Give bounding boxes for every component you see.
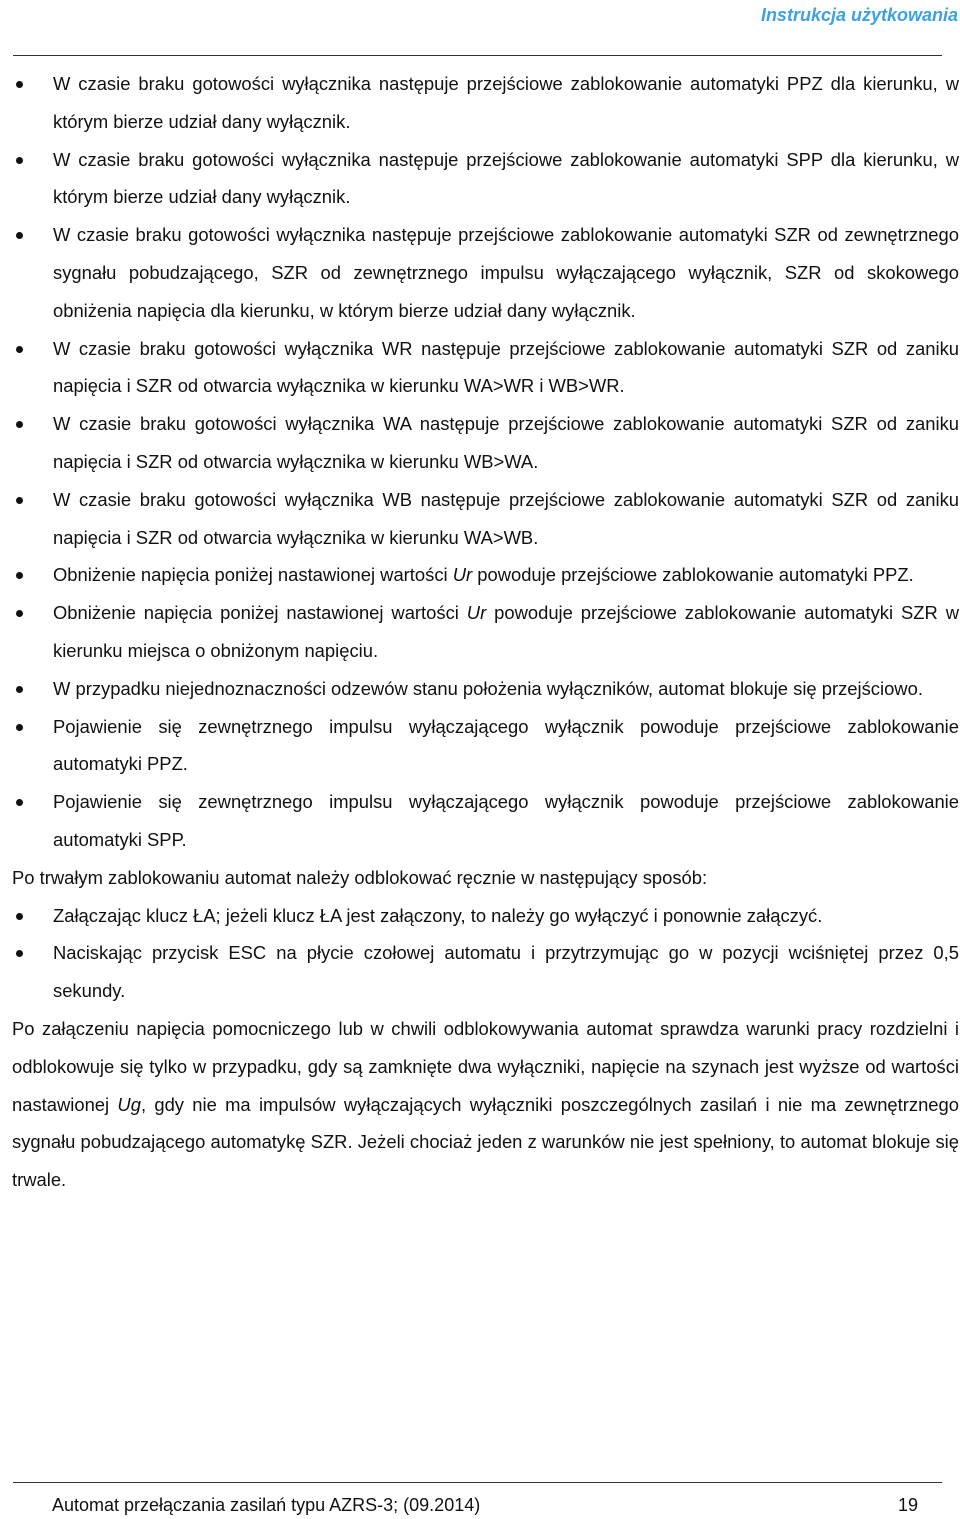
symbol-ug: Ug <box>117 1093 141 1115</box>
list-item <box>12 594 959 670</box>
running-header-title: Instrukcja użytkowania <box>760 5 958 25</box>
text-run: Obniżenie napięcia poniżej nastawionej wartości <box>53 564 453 586</box>
footer-document-title: Automat przełączania zasilań typu AZRS-3; (09.2014) <box>52 1495 481 1515</box>
list-item: W czasie braku gotowości wyłącznika WR następuje przejściowe zablokowanie automatyki SZR od zaniku napięcia i SZR od otwarcia wyłącznika w kierunku WA>WR i WB>WR. <box>12 330 959 406</box>
symbol-ur: Ur <box>466 602 487 624</box>
list-item: W czasie braku gotowości wyłącznika następuje przejściowe zablokowanie automatyki SPP dla kierunku, w którym bierze udział dany wyłącznik. <box>12 141 959 217</box>
text-run: , gdy nie ma impulsów wyłączających wyłączniki poszczególnych zasilań i nie ma zewnętrznego sygnału pobudzającego automatykę SZR. Jeżeli chociaż jeden z warunków nie jest spełniony, to automat blokuje się trwale. <box>12 1093 959 1191</box>
page-body <box>12 65 959 1199</box>
list-item <box>12 556 959 594</box>
symbol-ur: Ur <box>452 564 473 586</box>
page-number: 19 <box>898 1495 919 1515</box>
text-run: Obniżenie napięcia poniżej nastawionej wartości <box>53 602 467 624</box>
unlock-intro-paragraph: Po trwałym zablokowaniu automat należy odblokować ręcznie w następujący sposób: <box>12 866 708 888</box>
list-item: W czasie braku gotowości wyłącznika WA następuje przejściowe zablokowanie automatyki SZR od zaniku napięcia i SZR od otwarcia wyłącznika w kierunku WB>WA. <box>12 405 959 481</box>
list-item: W czasie braku gotowości wyłącznika następuje przejściowe zablokowanie automatyki SZR od zewnętrznego sygnału pobudzającego, SZR od zewnętrznego impulsu wyłączającego wyłącznik, SZR od skokowego obniżenia napięcia dla kierunku, w którym bierze udział dany wyłącznik. <box>12 216 959 329</box>
list-item: Załączając klucz ŁA; jeżeli klucz ŁA jest załączony, to należy go wyłączyć i ponownie załączyć. <box>12 897 959 935</box>
text-run: Po załączeniu napięcia pomocniczego lub w chwili odblokowywania automat sprawdza warunki pracy rozdzielni i odblokowuje się tylko w przypadku, gdy są zamknięte dwa wyłączniki, napięcie na szynach jest wyższe od wartości nastawionej <box>12 1017 959 1115</box>
list-item: W przypadku niejednoznaczności odzewów stanu położenia wyłączników, automat blokuje się przejściowo. <box>12 670 959 708</box>
list-item: W czasie braku gotowości wyłącznika następuje przejściowe zablokowanie automatyki PPZ dla kierunku, w którym bierze udział dany wyłącznik. <box>12 65 959 141</box>
header-divider <box>13 55 942 56</box>
unlock-methods-list <box>12 897 959 1010</box>
list-item: W czasie braku gotowości wyłącznika WB następuje przejściowe zablokowanie automatyki SZR od zaniku napięcia i SZR od otwarcia wyłącznika w kierunku WA>WB. <box>12 481 959 557</box>
list-item: Pojawienie się zewnętrznego impulsu wyłączającego wyłącznik powoduje przejściowe zablokowanie automatyki PPZ. <box>12 708 959 784</box>
list-item: Pojawienie się zewnętrznego impulsu wyłączającego wyłącznik powoduje przejściowe zablokowanie automatyki SPP. <box>12 783 959 859</box>
list-item: Naciskając przycisk ESC na płycie czołowej automatu i przytrzymując go w pozycji wciśniętej przez 0,5 sekundy. <box>12 934 959 1010</box>
lockout-conditions-list <box>12 65 959 859</box>
text-run: powoduje przejściowe zablokowanie automatyki PPZ. <box>472 564 914 586</box>
footer-divider <box>13 1482 942 1483</box>
power-on-check-paragraph <box>12 1010 959 1199</box>
text-run: powoduje przejściowe zablokowanie automatyki SZR w kierunku miejsca o obniżonym napięciu. <box>53 602 959 661</box>
